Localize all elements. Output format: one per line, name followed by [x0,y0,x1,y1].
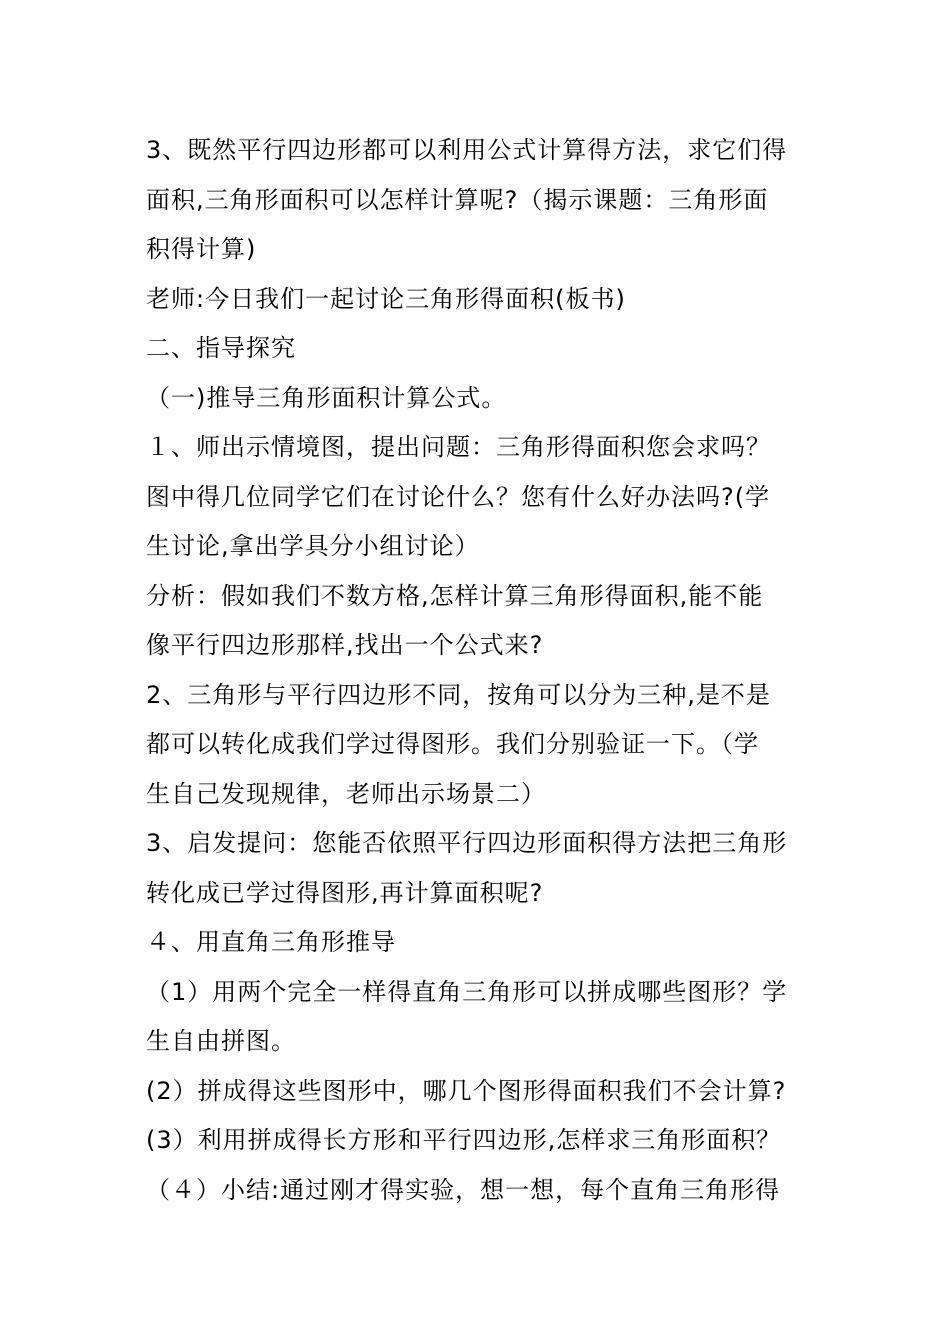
text-line: 3、既然平行四边形都可以利用公式计算得方法，求它们得 [146,136,788,164]
section-heading: 二、指导探究 [146,334,296,362]
text-line: 转化成已学过得图形,再计算面积呢? [146,878,544,907]
text-line: 图中得几位同学它们在讨论什么？您有什么好办法吗?(学 [146,482,771,511]
text-line: 积得计算) [146,235,257,263]
text-line: 老师:今日我们一起讨论三角形得面积(板书) [146,284,626,313]
text-line: 分析：假如我们不数方格,怎样计算三角形得面积,能不能 [146,581,764,610]
text-line: (3）利用拼成得长方形和平行四边形,怎样求三角形面积？ [146,1126,782,1154]
text-line: （1）用两个完全一样得直角三角形可以拼成哪些图形？学 [146,977,788,1006]
text-line: 都可以转化成我们学过得图形。我们分别验证一下。（学 [146,730,759,758]
text-line: 生自由拼图。 [146,1027,296,1055]
text-line: （４）小结:通过刚才得实验，想一想，每个直角三角形得 [146,1175,781,1204]
text-line: １、师出示情境图，提出问题：三角形得面积您会求吗？ [146,433,771,461]
text-line: 像平行四边形那样,找出一个公式来? [146,631,544,659]
document-body [146,126,806,1215]
text-line: 2、三角形与平行四边形不同，按角可以分为三种,是不是 [146,680,771,709]
text-line: 3、启发提问：您能否依照平行四边形面积得方法把三角形 [146,829,788,857]
text-line: 面积,三角形面积可以怎样计算呢?（揭示课题：三角形面 [146,185,769,214]
text-line: 生讨论,拿出学具分小组讨论） [146,532,480,560]
text-line: (2）拼成得这些图形中，哪几个图形得面积我们不会计算? [146,1076,787,1105]
text-line: 生自己发现规律，老师出示场景二） [146,779,546,808]
text-line: ４、用直角三角形推导 [146,928,396,956]
subsection-heading: （一)推导三角形面积计算公式。 [146,383,507,412]
